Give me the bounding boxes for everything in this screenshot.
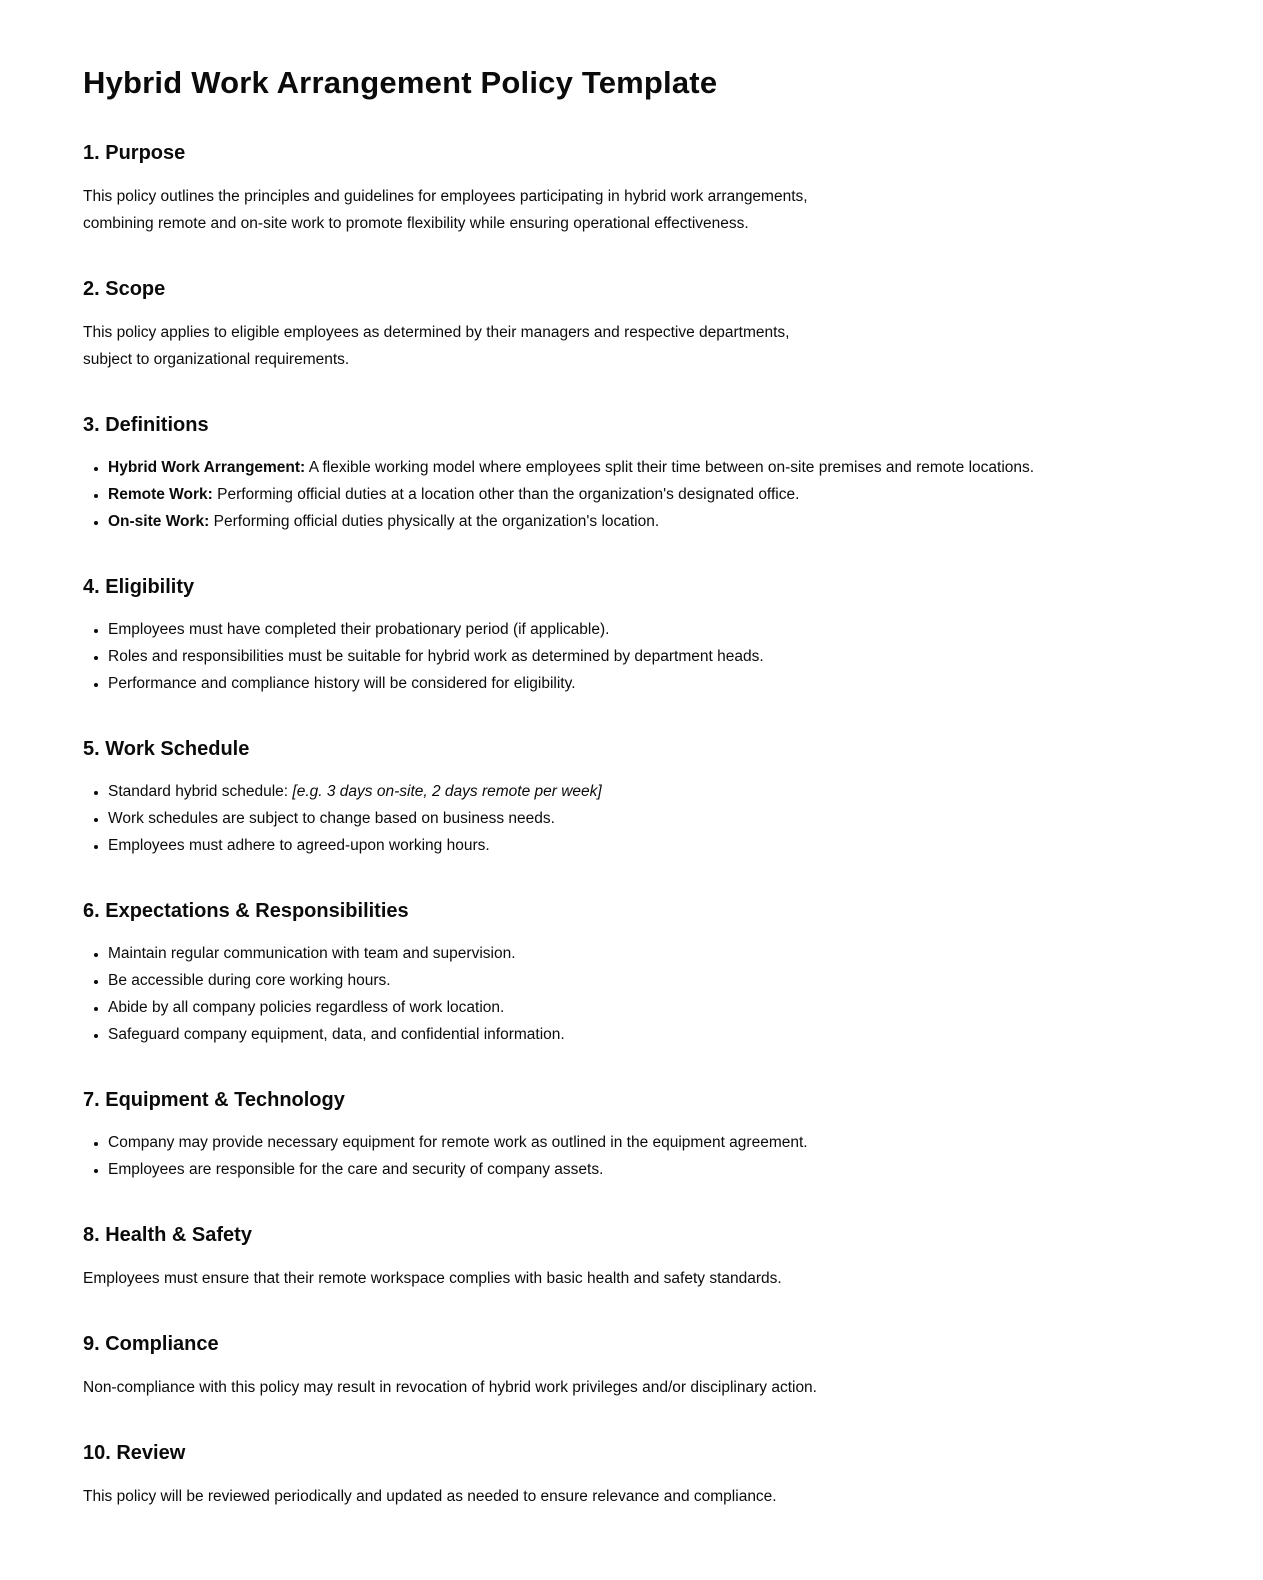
bullet-item [108, 644, 1203, 670]
bullet-text: Performing official duties physically at the organization's location. [213, 513, 660, 531]
bullet-item [108, 806, 1203, 832]
bullet-list [83, 617, 1203, 697]
bullet-text: Employees must adhere to agreed-upon working hours. [108, 837, 490, 855]
bullet-item [108, 941, 1203, 967]
section-heading: 10. Review [83, 1442, 186, 1465]
bullet-text: Maintain regular communication with team and supervision. [108, 945, 516, 963]
bullet-item [108, 833, 1203, 859]
paragraph-line: combining remote and on-site work to promote flexibility while ensuring operational effectiveness. [83, 215, 749, 233]
bullet-text: A flexible working model where employees split their time between on-site premises and remote locations. [308, 459, 1035, 477]
section-heading: 1. Purpose [83, 142, 186, 165]
paragraph [83, 1265, 1203, 1292]
bullet-term: Remote Work: [108, 486, 213, 504]
bullet-item [108, 509, 1203, 535]
paragraph-line: This policy will be reviewed periodically and updated as needed to ensure relevance and compliance. [83, 1488, 777, 1506]
section-heading: 7. Equipment & Technology [83, 1089, 345, 1112]
bullet-text: Performing official duties at a location other than the organization's designated office. [217, 486, 800, 504]
bullet-text: Employees must have completed their probationary period (if applicable). [108, 621, 610, 639]
paragraph-line: Non-compliance with this policy may result in revocation of hybrid work privileges and/or disciplinary action. [83, 1379, 817, 1397]
bullet-item [108, 1130, 1203, 1156]
bullet-item [108, 617, 1203, 643]
bullet-item [108, 671, 1203, 697]
paragraph [83, 319, 1203, 373]
paragraph-line: This policy outlines the principles and guidelines for employees participating in hybrid work arrangements, [83, 188, 808, 206]
section-heading: 2. Scope [83, 278, 166, 301]
bullet-list [83, 941, 1203, 1048]
paragraph [83, 183, 1203, 237]
bullet-item [108, 779, 1203, 805]
bullet-list [83, 779, 1203, 859]
bullet-item [108, 455, 1203, 481]
policy-document [83, 64, 1203, 1510]
section-heading: 4. Eligibility [83, 576, 195, 599]
paragraph-line: Employees must ensure that their remote workspace complies with basic health and safety standards. [83, 1270, 782, 1288]
document-body [83, 141, 1203, 1510]
bullet-item [108, 968, 1203, 994]
bullet-text: Roles and responsibilities must be suitable for hybrid work as determined by department heads. [108, 648, 764, 666]
bullet-item [108, 995, 1203, 1021]
section-heading: 9. Compliance [83, 1333, 219, 1356]
bullet-text: Safeguard company equipment, data, and confidential information. [108, 1026, 565, 1044]
paragraph [83, 1374, 1203, 1401]
section-heading: 5. Work Schedule [83, 738, 250, 761]
bullet-text: Abide by all company policies regardless of work location. [108, 999, 505, 1017]
section-heading: 8. Health & Safety [83, 1224, 252, 1247]
bullet-item [108, 482, 1203, 508]
section-heading: 6. Expectations & Responsibilities [83, 900, 409, 923]
bullet-text: Work schedules are subject to change based on business needs. [108, 810, 555, 828]
bullet-text: Standard hybrid schedule: [108, 783, 289, 801]
bullet-term: On-site Work: [108, 513, 210, 531]
bullet-item [108, 1157, 1203, 1183]
bullet-italic-text: [e.g. 3 days on-site, 2 days remote per week] [292, 783, 602, 801]
paragraph [83, 1483, 1203, 1510]
bullet-text: Be accessible during core working hours. [108, 972, 391, 990]
bullet-text: Employees are responsible for the care and security of company assets. [108, 1161, 604, 1179]
section-heading: 3. Definitions [83, 414, 209, 437]
bullet-list [83, 455, 1203, 535]
paragraph-line: subject to organizational requirements. [83, 351, 350, 369]
bullet-text: Performance and compliance history will be considered for eligibility. [108, 675, 576, 693]
paragraph-line: This policy applies to eligible employees as determined by their managers and respective departments, [83, 324, 790, 342]
bullet-term: Hybrid Work Arrangement: [108, 459, 306, 477]
bullet-text: Company may provide necessary equipment for remote work as outlined in the equipment agreement. [108, 1134, 808, 1152]
bullet-item [108, 1022, 1203, 1048]
bullet-list [83, 1130, 1203, 1183]
page-title: Hybrid Work Arrangement Policy Template [83, 65, 718, 100]
